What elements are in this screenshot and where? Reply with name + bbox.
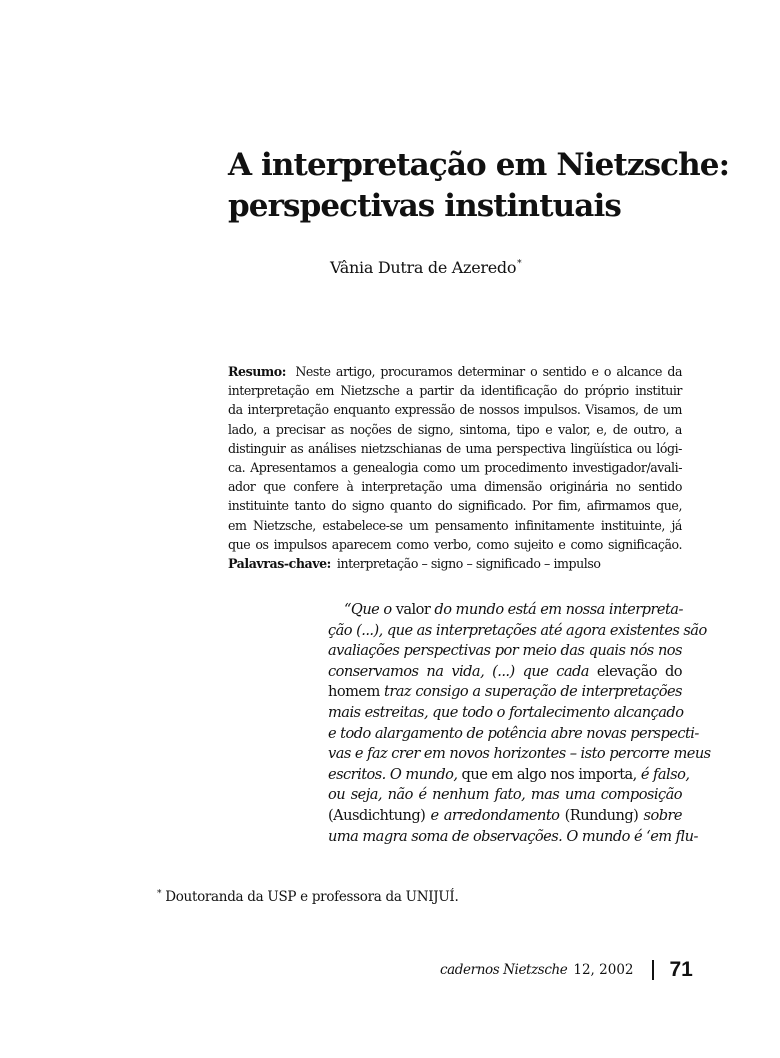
footnote bbox=[157, 889, 458, 905]
title-line-2: perspectivas instintuais bbox=[228, 188, 621, 224]
quote-line: (Ausdichtung) e arredondamento (Rundung) sobre bbox=[328, 806, 682, 824]
author-footnote-mark: * bbox=[517, 259, 522, 269]
quote-line: avaliações perspectivas por meio das quais nós nos bbox=[328, 642, 682, 660]
keywords: interpretação – signo – significado – impulso bbox=[336, 556, 601, 572]
footnote-mark: * bbox=[157, 889, 162, 899]
title-line-1: A interpretação em Nietzsche: bbox=[228, 147, 730, 183]
author-byline bbox=[330, 258, 521, 277]
quote-line: conservamos na vida, (...) que cada elevação do bbox=[328, 662, 682, 680]
author-name: Vânia Dutra de Azeredo bbox=[330, 258, 517, 277]
abstract-line: que os impulsos aparecem como verbo, como sujeito e como significação. bbox=[228, 536, 682, 552]
abstract bbox=[228, 362, 682, 573]
abstract-line: ca. Apresentamos a genealogia como um procedimento investigador/avali- bbox=[228, 460, 682, 476]
abstract-line: lado, a precisar as noções de signo, sintoma, tipo e valor, e, de outro, a bbox=[228, 421, 682, 437]
abstract-label: Resumo: bbox=[228, 364, 286, 379]
quote-line: uma magra soma de observações. O mundo é ‘em flu- bbox=[328, 827, 698, 845]
abstract-line: interpretação em Nietzsche a partir da identificação do próprio instituir bbox=[228, 383, 682, 399]
quote-line: “Que o valor do mundo está em nossa interpreta- bbox=[344, 601, 683, 618]
abstract-line: instituinte tanto do signo quanto do significado. Por fim, afirmamos que, bbox=[228, 498, 682, 514]
abstract-line: ador que confere à interpretação uma dimensão originária no sentido bbox=[228, 479, 682, 495]
abstract-line: distinguir as análises nietzschianas de uma perspectiva lingüística ou lógi- bbox=[228, 440, 682, 456]
article-title bbox=[228, 145, 730, 227]
quote-line: escritos. O mundo, que em algo nos importa, é falso, bbox=[328, 765, 690, 783]
keywords-label: Palavras-chave: bbox=[228, 556, 331, 572]
quote-line: ou seja, não é nenhum fato, mas uma composição bbox=[328, 786, 682, 804]
journal-issue: 12, 2002 bbox=[573, 962, 634, 978]
quote-line: homem traz consigo a superação de interpretações bbox=[328, 683, 682, 701]
quote-line: vas e faz crer em novos horizontes – isto percorre meus bbox=[328, 745, 711, 763]
quote-line: ção (...), que as interpretações até agora existentes são bbox=[328, 621, 707, 639]
abstract-line: da interpretação enquanto expressão de nossos impulsos. Visamos, de um bbox=[228, 402, 682, 418]
keywords-line bbox=[228, 554, 682, 573]
running-footer bbox=[440, 958, 693, 982]
quote-line: e todo alargamento de potência abre novas perspecti- bbox=[328, 724, 699, 742]
page-number: 71 bbox=[669, 958, 693, 981]
footer-divider bbox=[652, 960, 654, 980]
quote-line: mais estreitas, que todo o fortalecimento alcançado bbox=[328, 703, 684, 721]
footnote-text: Doutoranda da USP e professora da UNIJUÍ. bbox=[165, 889, 459, 905]
epigraph-quote bbox=[328, 600, 711, 847]
abstract-line: Resumo: Neste artigo, procuramos determinar o sentido e o alcance da bbox=[228, 364, 683, 379]
abstract-line: em Nietzsche, estabelece-se um pensamento infinitamente instituinte, já bbox=[228, 517, 682, 533]
journal-name: cadernos Nietzsche bbox=[440, 962, 568, 978]
